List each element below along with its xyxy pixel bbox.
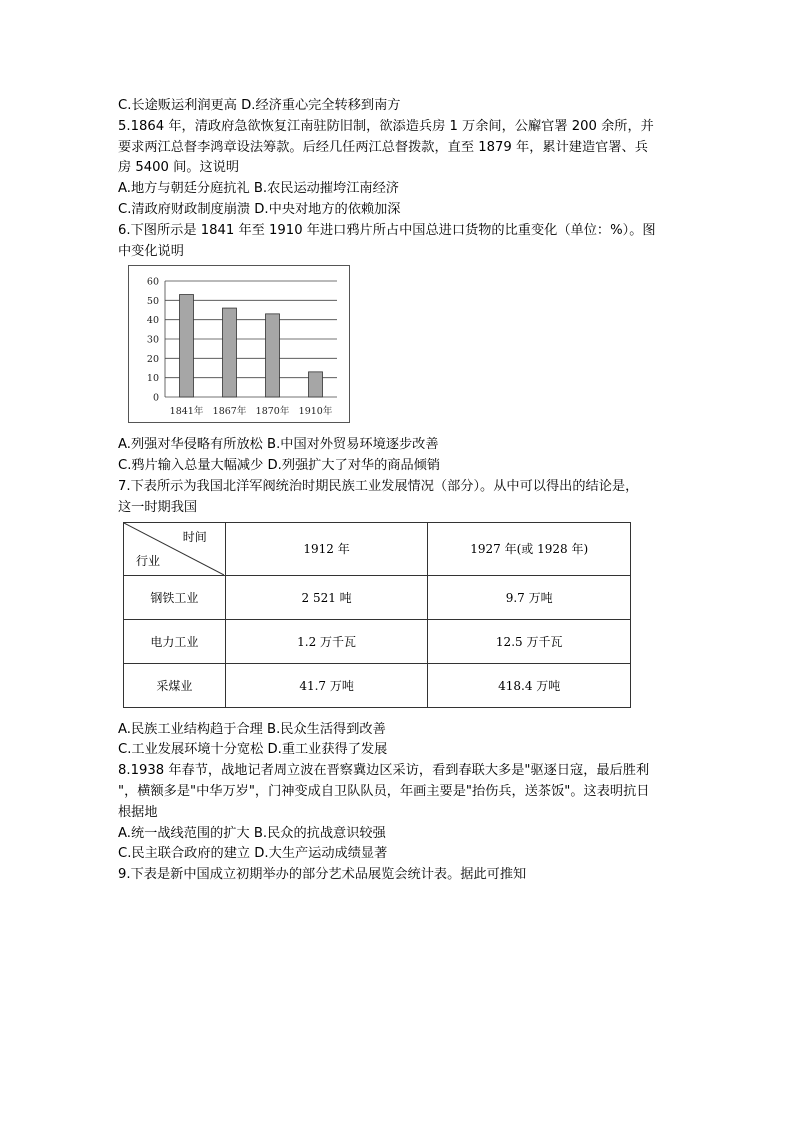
- q7-option-line: A.民族工业结构趋于合理 B.民众生活得到改善: [118, 721, 386, 737]
- corner-label-industry: 行业: [136, 553, 161, 568]
- q5-stem-line: 5.1864 年，清政府急欲恢复江南驻防旧制，欲添造兵房 1 万余间，公廨官署 200 余所，并: [118, 118, 654, 134]
- q6-option-line: A.列强对华侵略有所放松 B.中国对外贸易环境逐步改善: [118, 437, 439, 453]
- question-9: [118, 865, 690, 886]
- question-7: [118, 477, 690, 761]
- y-tick-label: 60: [146, 276, 159, 288]
- table-row: [124, 663, 631, 707]
- q7-stem-line: 这一时期我国: [118, 499, 198, 515]
- q6-option-line: C.鸦片输入总量大幅减少 D.列强扩大了对华的商品倾销: [118, 458, 441, 474]
- table-cell: 2 521 吨: [225, 575, 428, 619]
- table-header-cell: 1927 年(或 1928 年): [428, 522, 631, 575]
- q7-option-line: C.工业发展环境十分宽松 D.重工业获得了发展: [118, 742, 388, 758]
- table-cell: 12.5 万千瓦: [428, 619, 631, 663]
- q8-stem-line: "，横额多是"中华万岁"，门神变成自卫队队员，年画主要是"抬伤兵，送茶饭"。这表明抗日: [118, 783, 650, 799]
- y-tick-label: 30: [146, 334, 159, 346]
- table-cell: 钢铁工业: [124, 575, 226, 619]
- x-tick-label: 1870年: [255, 406, 290, 418]
- exam-page: [118, 96, 690, 886]
- bar: [180, 295, 194, 397]
- bar: [309, 372, 323, 397]
- q6-stem-line: 中变化说明: [118, 243, 184, 259]
- q5-option-line: A.地方与朝廷分庭抗礼 B.农民运动摧垮江南经济: [118, 181, 399, 197]
- q8-stem-line: 根据地: [118, 804, 158, 820]
- y-tick-label: 20: [146, 354, 159, 366]
- table-cell: 采煤业: [124, 663, 226, 707]
- chart-svg: [129, 266, 349, 422]
- table-cell: 1.2 万千瓦: [225, 619, 428, 663]
- x-tick-label: 1867年: [212, 406, 247, 418]
- q9-stem-line: 9.下表是新中国成立初期举办的部分艺术品展览会统计表。据此可推知: [118, 867, 527, 883]
- q8-stem-line: 8.1938 年春节，战地记者周立波在晋察冀边区采访，看到春联大多是"驱逐日寇，最后胜利: [118, 763, 650, 779]
- table-corner-cell: [124, 522, 226, 575]
- q5-option-line: C.清政府财政制度崩溃 D.中央对地方的依赖加深: [118, 201, 401, 217]
- question-6: [118, 221, 690, 477]
- q4-options-tail: C.长途贩运利润更高 D.经济重心完全转移到南方: [118, 98, 401, 113]
- q8-option-line: C.民主联合政府的建立 D.大生产运动成绩显著: [118, 846, 388, 862]
- bar: [266, 314, 280, 397]
- opium-import-bar-chart: [128, 265, 350, 423]
- table-header-row: [124, 522, 631, 575]
- q5-stem-line: 房 5400 间。这说明: [118, 160, 240, 176]
- q8-option-line: A.统一战线范围的扩大 B.民众的抗战意识较强: [118, 825, 386, 841]
- bar: [223, 308, 237, 397]
- industry-table-wrap: [123, 522, 690, 708]
- y-tick-label: 40: [146, 315, 159, 327]
- y-tick-label: 50: [146, 296, 159, 308]
- question-8: [118, 761, 690, 865]
- q5-stem-line: 要求两江总督李鸿章设法筹款。后经几任两江总督拨款，直至 1879 年，累计建造官署、兵: [118, 139, 648, 155]
- x-tick-label: 1841年: [169, 406, 204, 418]
- industry-table: [123, 522, 631, 708]
- table-row: [124, 619, 631, 663]
- q7-stem-line: 7.下表所示为我国北洋军阀统治时期民族工业发展情况（部分）。从中可以得出的结论是，: [118, 478, 639, 494]
- y-tick-label: 10: [146, 373, 159, 385]
- x-tick-label: 1910年: [298, 406, 333, 418]
- table-row: [124, 575, 631, 619]
- table-cell: 9.7 万吨: [428, 575, 631, 619]
- table-cell: 电力工业: [124, 619, 226, 663]
- question-5: [118, 117, 690, 221]
- q6-stem-line: 6.下图所示是 1841 年至 1910 年进口鸦片所占中国总进口货物的比重变化（单位：%）。图: [118, 222, 656, 238]
- table-header-cell: 1912 年: [225, 522, 428, 575]
- corner-label-time: 时间: [182, 529, 207, 544]
- table-cell: 418.4 万吨: [428, 663, 631, 707]
- y-tick-label: 0: [152, 392, 159, 404]
- table-cell: 41.7 万吨: [225, 663, 428, 707]
